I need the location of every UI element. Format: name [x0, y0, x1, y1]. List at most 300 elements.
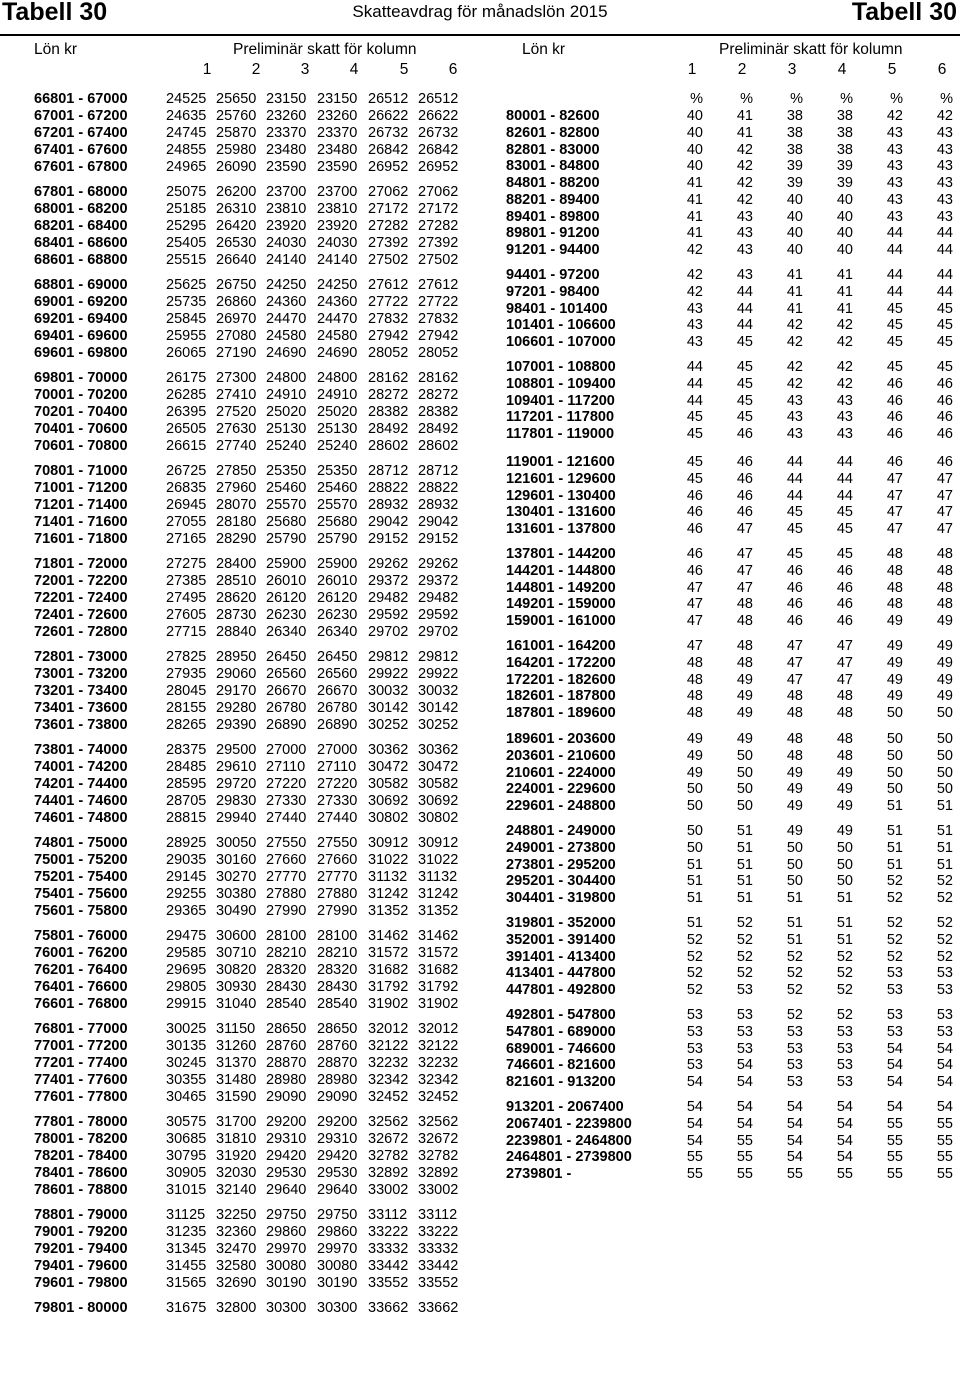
- table-row-range: 68801 - 69000: [34, 277, 128, 293]
- table-cell: 44: [936, 225, 953, 242]
- table-cell: 30685: [166, 1130, 207, 1147]
- table-cell: 28155: [166, 699, 207, 716]
- table-cell: 29042: [418, 513, 459, 530]
- table-cell: 49: [936, 638, 953, 654]
- table-cell: 43: [886, 208, 903, 225]
- table-cell: 32122: [418, 1037, 459, 1054]
- table-cell: 29475: [166, 928, 207, 944]
- table-cell: 28162: [418, 370, 459, 386]
- table-cell: 30912: [418, 835, 459, 851]
- table-cell: 29060: [216, 665, 257, 682]
- table-cell: 49: [886, 688, 903, 705]
- table-cell: 28375: [166, 742, 207, 758]
- table-cell: 46: [686, 562, 703, 579]
- table-cell: 48: [886, 546, 903, 562]
- table-cell: 28822: [418, 479, 459, 496]
- table-cell: 27520: [216, 403, 257, 420]
- table-cell: 52: [886, 931, 903, 948]
- table-cell: 45: [836, 546, 853, 562]
- table-cell: 28320: [317, 961, 358, 978]
- table-cell: 48: [736, 596, 753, 613]
- table-cell: 50: [686, 781, 703, 798]
- table-cell: 29860: [266, 1223, 307, 1240]
- table-row-range: 77201 - 77400: [34, 1054, 128, 1071]
- table-cell: 50: [886, 731, 903, 747]
- table-cell: 27392: [418, 234, 459, 251]
- table-cell: 40: [686, 141, 703, 158]
- table-cell: 54: [736, 1074, 753, 1091]
- table-cell: 38: [786, 124, 803, 141]
- table-cell: 46: [886, 375, 903, 392]
- table-cell: 40: [786, 242, 803, 259]
- table-row-range: 107001 - 108800: [506, 359, 616, 375]
- table-cell: 31260: [216, 1037, 257, 1054]
- table-cell: 32122: [368, 1037, 409, 1054]
- table-cell: 27440: [317, 809, 358, 826]
- table-cell: 54: [836, 1149, 853, 1166]
- table-cell: 31132: [418, 868, 458, 885]
- table-cell: 50: [886, 705, 903, 722]
- table-cell: 29970: [266, 1240, 307, 1257]
- table-cell: 28492: [368, 420, 409, 437]
- table-cell: 44: [736, 317, 753, 334]
- table-cell: 43: [936, 175, 953, 191]
- table-cell: 49: [836, 781, 853, 798]
- table-cell: 43: [886, 124, 903, 141]
- table-row-range: 73601 - 73800: [34, 716, 128, 733]
- table-cell: 49: [936, 654, 953, 671]
- table-cell: 31682: [368, 961, 409, 978]
- table-row-range: 77801 - 78000: [34, 1114, 128, 1130]
- table-row-range: 249001 - 273800: [506, 839, 616, 856]
- table-cell: 43: [836, 392, 853, 409]
- table-row-range: 2067401 - 2239800: [506, 1115, 632, 1132]
- table-cell: 26890: [266, 716, 307, 733]
- table-cell: 42: [836, 317, 853, 334]
- table-cell: 43: [936, 208, 953, 225]
- table-cell: 28290: [216, 530, 257, 547]
- table-cell: 25240: [317, 437, 358, 454]
- table-cell: 53: [836, 1074, 853, 1091]
- table-cell: 27062: [418, 184, 459, 200]
- table-cell: 30380: [216, 885, 257, 902]
- table-cell: 41: [836, 283, 853, 300]
- table-row-range: 67001 - 67200: [34, 107, 128, 124]
- table-cell: 29152: [368, 530, 409, 547]
- table-cell: 32580: [216, 1257, 257, 1274]
- table-row-range: 74001 - 74200: [34, 758, 128, 775]
- table-cell: 29262: [368, 556, 409, 572]
- table-cell: 24965: [166, 158, 207, 175]
- table-cell: 29750: [317, 1207, 358, 1223]
- table-cell: 24910: [266, 386, 307, 403]
- table-cell: 53: [936, 1007, 953, 1023]
- table-cell: 23590: [317, 158, 358, 175]
- table-cell: 29702: [418, 623, 459, 640]
- table-cell: 47: [936, 487, 953, 504]
- table-cell: 45: [886, 359, 903, 375]
- table-cell: 41: [686, 225, 703, 242]
- table-cell: 54: [686, 1074, 703, 1091]
- table-row-range: 68001 - 68200: [34, 200, 128, 217]
- table-cell: 25870: [216, 124, 257, 141]
- table-row-range: 73801 - 74000: [34, 742, 128, 758]
- table-cell: 53: [686, 1040, 703, 1057]
- table-cell: 54: [886, 1040, 903, 1057]
- table-cell: 31242: [368, 885, 409, 902]
- table-cell: 26750: [216, 277, 257, 293]
- table-cell: 48: [736, 613, 753, 630]
- table-cell: 25460: [317, 479, 358, 496]
- table-cell: 29170: [216, 682, 257, 699]
- table-cell: 49: [836, 764, 853, 781]
- table-cell: 28815: [166, 809, 207, 826]
- table-cell: 30802: [418, 809, 459, 826]
- table-cell: 25350: [317, 463, 358, 479]
- table-cell: 51: [686, 873, 703, 890]
- table-cell: 30135: [166, 1037, 207, 1054]
- table-cell: 39: [786, 175, 803, 191]
- table-cell: 54: [886, 1057, 903, 1074]
- table-cell: 44: [886, 225, 903, 242]
- column-number: 5: [887, 61, 897, 78]
- table-cell: 33442: [368, 1257, 409, 1274]
- table-cell: 51: [736, 823, 753, 839]
- table-cell: 23700: [266, 184, 307, 200]
- table-row-range: 121601 - 129600: [506, 470, 616, 487]
- table-cell: 32470: [216, 1240, 257, 1257]
- table-cell: 44: [886, 267, 903, 283]
- table-cell: 53: [886, 1007, 903, 1023]
- table-cell: 48: [786, 747, 803, 764]
- table-cell: 40: [836, 191, 853, 208]
- table-cell: 27832: [418, 310, 459, 327]
- table-row-range: 94401 - 97200: [506, 267, 600, 283]
- table-cell: 55: [686, 1166, 703, 1183]
- column-number: 2: [737, 61, 747, 78]
- table-cell: 24690: [266, 344, 307, 361]
- table-cell: 27330: [317, 792, 358, 809]
- table-cell: 30080: [317, 1257, 358, 1274]
- table-cell: 46: [736, 470, 753, 487]
- table-row-range: 144201 - 144800: [506, 562, 616, 579]
- table-cell: 32782: [418, 1147, 459, 1164]
- table-row-range: 109401 - 117200: [506, 392, 615, 409]
- table-cell: 24250: [266, 277, 307, 293]
- table-row-range: 391401 - 413400: [506, 948, 616, 965]
- table-cell: 25020: [317, 403, 358, 420]
- table-cell: 26732: [418, 124, 459, 141]
- table-cell: 54: [736, 1099, 753, 1115]
- table-cell: 24140: [317, 251, 358, 268]
- table-cell: 48: [686, 671, 703, 688]
- table-cell: 48: [836, 731, 853, 747]
- table-cell: 32360: [216, 1223, 257, 1240]
- table-cell: 43: [936, 124, 953, 141]
- table-cell: 42: [836, 334, 853, 351]
- table-cell: 54: [886, 1074, 903, 1091]
- table-cell: 49: [886, 638, 903, 654]
- table-row-range: 2464801 - 2739800: [506, 1149, 632, 1166]
- table-cell: 27300: [216, 370, 257, 386]
- table-cell: 27220: [266, 775, 307, 792]
- table-cell: 47: [836, 638, 853, 654]
- table-cell: 45: [736, 359, 753, 375]
- table-cell: 28485: [166, 758, 207, 775]
- table-cell: 45: [886, 300, 903, 317]
- table-cell: 48: [936, 579, 953, 596]
- table-cell: 40: [836, 208, 853, 225]
- table-cell: 52: [686, 948, 703, 965]
- table-cell: 45: [686, 426, 703, 443]
- table-cell: 28602: [368, 437, 409, 454]
- table-cell: 50: [786, 873, 803, 890]
- table-cell: 54: [936, 1040, 953, 1057]
- table-row-range: 159001 - 161000: [506, 613, 616, 630]
- table-cell: 28822: [368, 479, 409, 496]
- table-cell: 27990: [317, 902, 358, 919]
- table-cell: 55: [836, 1166, 853, 1183]
- table-cell: 53: [836, 1023, 853, 1040]
- table-row-range: 69801 - 70000: [34, 370, 128, 386]
- table-cell: 29530: [317, 1164, 358, 1181]
- table-cell: 25955: [166, 327, 207, 344]
- table-cell: 28760: [317, 1037, 358, 1054]
- table-cell: 32140: [216, 1181, 257, 1198]
- table-cell: 27722: [418, 293, 459, 310]
- table-cell: 26395: [166, 403, 207, 420]
- table-cell: 45: [936, 334, 953, 351]
- table-cell: 30795: [166, 1147, 207, 1164]
- table-cell: 31370: [216, 1054, 257, 1071]
- table-row-range: 98401 - 101400: [506, 300, 608, 317]
- table-cell: 31920: [216, 1147, 257, 1164]
- table-row-range: 492801 - 547800: [506, 1007, 616, 1023]
- table-cell: 48: [936, 562, 953, 579]
- table-cell: 26732: [368, 124, 409, 141]
- table-cell: 25900: [266, 556, 307, 572]
- table-cell: 27880: [317, 885, 358, 902]
- table-row-range: 79601 - 79800: [34, 1274, 128, 1291]
- table-cell: 28210: [266, 944, 307, 961]
- table-cell: 52: [836, 1007, 853, 1023]
- table-cell: 52: [736, 948, 753, 965]
- table-row-range: 69201 - 69400: [34, 310, 128, 327]
- table-cell: 42: [836, 359, 853, 375]
- table-cell: 29915: [166, 995, 207, 1012]
- table-cell: 44: [936, 267, 953, 283]
- table-cell: 43: [736, 267, 753, 283]
- table-cell: 50: [886, 781, 903, 798]
- table-cell: 41: [736, 108, 753, 124]
- table-cell: 48: [786, 705, 803, 722]
- table-cell: 51: [786, 931, 803, 948]
- table-cell: 45: [686, 454, 703, 470]
- table-cell: 50: [936, 705, 953, 722]
- table-cell: 45: [786, 504, 803, 521]
- table-cell: 49: [936, 688, 953, 705]
- table-cell: 29145: [166, 868, 207, 885]
- table-cell: 29530: [266, 1164, 307, 1181]
- table-cell: 26952: [418, 158, 459, 175]
- table-cell: 33442: [418, 1257, 459, 1274]
- table-cell: 45: [836, 521, 853, 538]
- table-cell: 31022: [368, 851, 409, 868]
- table-cell: 30032: [418, 682, 459, 699]
- table-cell: 46: [936, 375, 953, 392]
- table-cell: 31352: [418, 902, 459, 919]
- table-cell: 52: [936, 948, 953, 965]
- table-cell: 45: [886, 334, 903, 351]
- table-cell: 50: [836, 839, 853, 856]
- table-cell: 28210: [317, 944, 358, 961]
- table-cell: 27000: [266, 742, 307, 758]
- table-cell: 52: [886, 873, 903, 890]
- table-cell: 52: [936, 890, 953, 907]
- table-row-range: 131601 - 137800: [506, 521, 616, 538]
- table-cell: 33002: [368, 1181, 409, 1198]
- table-cell: 53: [836, 1040, 853, 1057]
- table-cell: 27770: [266, 868, 307, 885]
- table-cell: 51: [886, 823, 903, 839]
- table-cell: 24855: [166, 141, 207, 158]
- table-cell: 52: [786, 982, 803, 999]
- table-cell: 30820: [216, 961, 257, 978]
- table-cell: 54: [686, 1115, 703, 1132]
- table-cell: 52: [736, 965, 753, 982]
- table-cell: 46: [786, 562, 803, 579]
- table-cell: 54: [936, 1074, 953, 1091]
- table-cell: 45: [736, 375, 753, 392]
- table-cell: 54: [736, 1115, 753, 1132]
- table-cell: 23700: [317, 184, 358, 200]
- table-cell: 24745: [166, 124, 207, 141]
- table-cell: 26890: [317, 716, 358, 733]
- table-cell: 50: [836, 873, 853, 890]
- table-cell: 24030: [317, 234, 358, 251]
- table-cell: 52: [836, 948, 853, 965]
- table-row-range: 187801 - 189600: [506, 705, 616, 722]
- table-cell: 29830: [216, 792, 257, 809]
- table-cell: 30025: [166, 1021, 207, 1037]
- table-row-range: 172201 - 182600: [506, 671, 616, 688]
- table-cell: 27942: [418, 327, 459, 344]
- table-cell: 29372: [418, 572, 459, 589]
- table-row-range: 75401 - 75600: [34, 885, 128, 902]
- table-cell: 28730: [216, 606, 257, 623]
- table-cell: 27495: [166, 589, 207, 606]
- table-cell: 26842: [368, 141, 409, 158]
- table-cell: 29922: [418, 665, 459, 682]
- table-cell: 43: [886, 175, 903, 191]
- table-cell: 45: [736, 334, 753, 351]
- table-row-range: 77001 - 77200: [34, 1037, 128, 1054]
- table-cell: 44: [786, 454, 803, 470]
- table-cell: 27110: [317, 758, 357, 775]
- table-cell: 45: [936, 300, 953, 317]
- table-row-range: 78001 - 78200: [34, 1130, 128, 1147]
- table-cell: 54: [836, 1132, 853, 1149]
- table-cell: 44: [686, 359, 703, 375]
- table-cell: 26512: [418, 91, 459, 107]
- table-cell: 32672: [418, 1130, 459, 1147]
- table-cell: 27990: [266, 902, 307, 919]
- table-row-range: 73201 - 73400: [34, 682, 128, 699]
- table-cell: 47: [736, 546, 753, 562]
- table-cell: 32562: [368, 1114, 409, 1130]
- table-cell: 53: [736, 1040, 753, 1057]
- percent-cell: %: [790, 91, 803, 107]
- table-cell: 50: [836, 856, 853, 873]
- table-cell: 54: [786, 1115, 803, 1132]
- table-cell: 30802: [368, 809, 409, 826]
- table-cell: 38: [836, 108, 853, 124]
- table-cell: 31125: [166, 1207, 206, 1223]
- table-cell: 43: [836, 426, 853, 443]
- table-cell: 47: [836, 671, 853, 688]
- table-cell: 27605: [166, 606, 207, 623]
- table-cell: 29610: [216, 758, 257, 775]
- table-cell: 24470: [266, 310, 307, 327]
- table-cell: 42: [886, 108, 903, 124]
- table-cell: 27880: [266, 885, 307, 902]
- table-cell: 28540: [317, 995, 358, 1012]
- table-cell: 53: [686, 1007, 703, 1023]
- table-cell: 41: [836, 300, 853, 317]
- table-cell: 41: [686, 191, 703, 208]
- table-cell: 48: [786, 688, 803, 705]
- table-cell: 32452: [418, 1088, 459, 1105]
- table-cell: 28650: [317, 1021, 358, 1037]
- table-cell: 31462: [368, 928, 409, 944]
- percent-cell: %: [740, 91, 753, 107]
- table-row-range: 129601 - 130400: [506, 487, 616, 504]
- table-cell: 50: [936, 764, 953, 781]
- table-cell: 28430: [317, 978, 358, 995]
- table-cell: 27165: [166, 530, 207, 547]
- table-cell: 47: [686, 579, 703, 596]
- column-number: 6: [937, 61, 947, 78]
- table-cell: 29482: [368, 589, 409, 606]
- table-cell: 25760: [216, 107, 257, 124]
- table-cell: 42: [736, 158, 753, 175]
- table-cell: 51: [786, 890, 803, 907]
- table-cell: 52: [836, 965, 853, 982]
- table-cell: 50: [736, 747, 753, 764]
- table-cell: 43: [886, 158, 903, 175]
- table-cell: 29200: [266, 1114, 307, 1130]
- table-row-range: 68201 - 68400: [34, 217, 128, 234]
- table-cell: 54: [786, 1149, 803, 1166]
- table-cell: 30080: [266, 1257, 307, 1274]
- table-cell: 26945: [166, 496, 207, 513]
- table-row-range: 144801 - 149200: [506, 579, 616, 596]
- table-cell: 28265: [166, 716, 207, 733]
- table-cell: 27062: [368, 184, 409, 200]
- table-cell: 42: [936, 108, 953, 124]
- table-cell: 40: [836, 242, 853, 259]
- table-cell: 28382: [418, 403, 459, 420]
- table-cell: 30142: [418, 699, 459, 716]
- table-row-range: 210601 - 224000: [506, 764, 616, 781]
- table-cell: 26860: [216, 293, 257, 310]
- table-cell: 49: [836, 823, 853, 839]
- table-cell: 24580: [266, 327, 307, 344]
- table-cell: 55: [886, 1149, 903, 1166]
- table-cell: 28595: [166, 775, 207, 792]
- table-cell: 43: [736, 225, 753, 242]
- table-cell: 42: [786, 359, 803, 375]
